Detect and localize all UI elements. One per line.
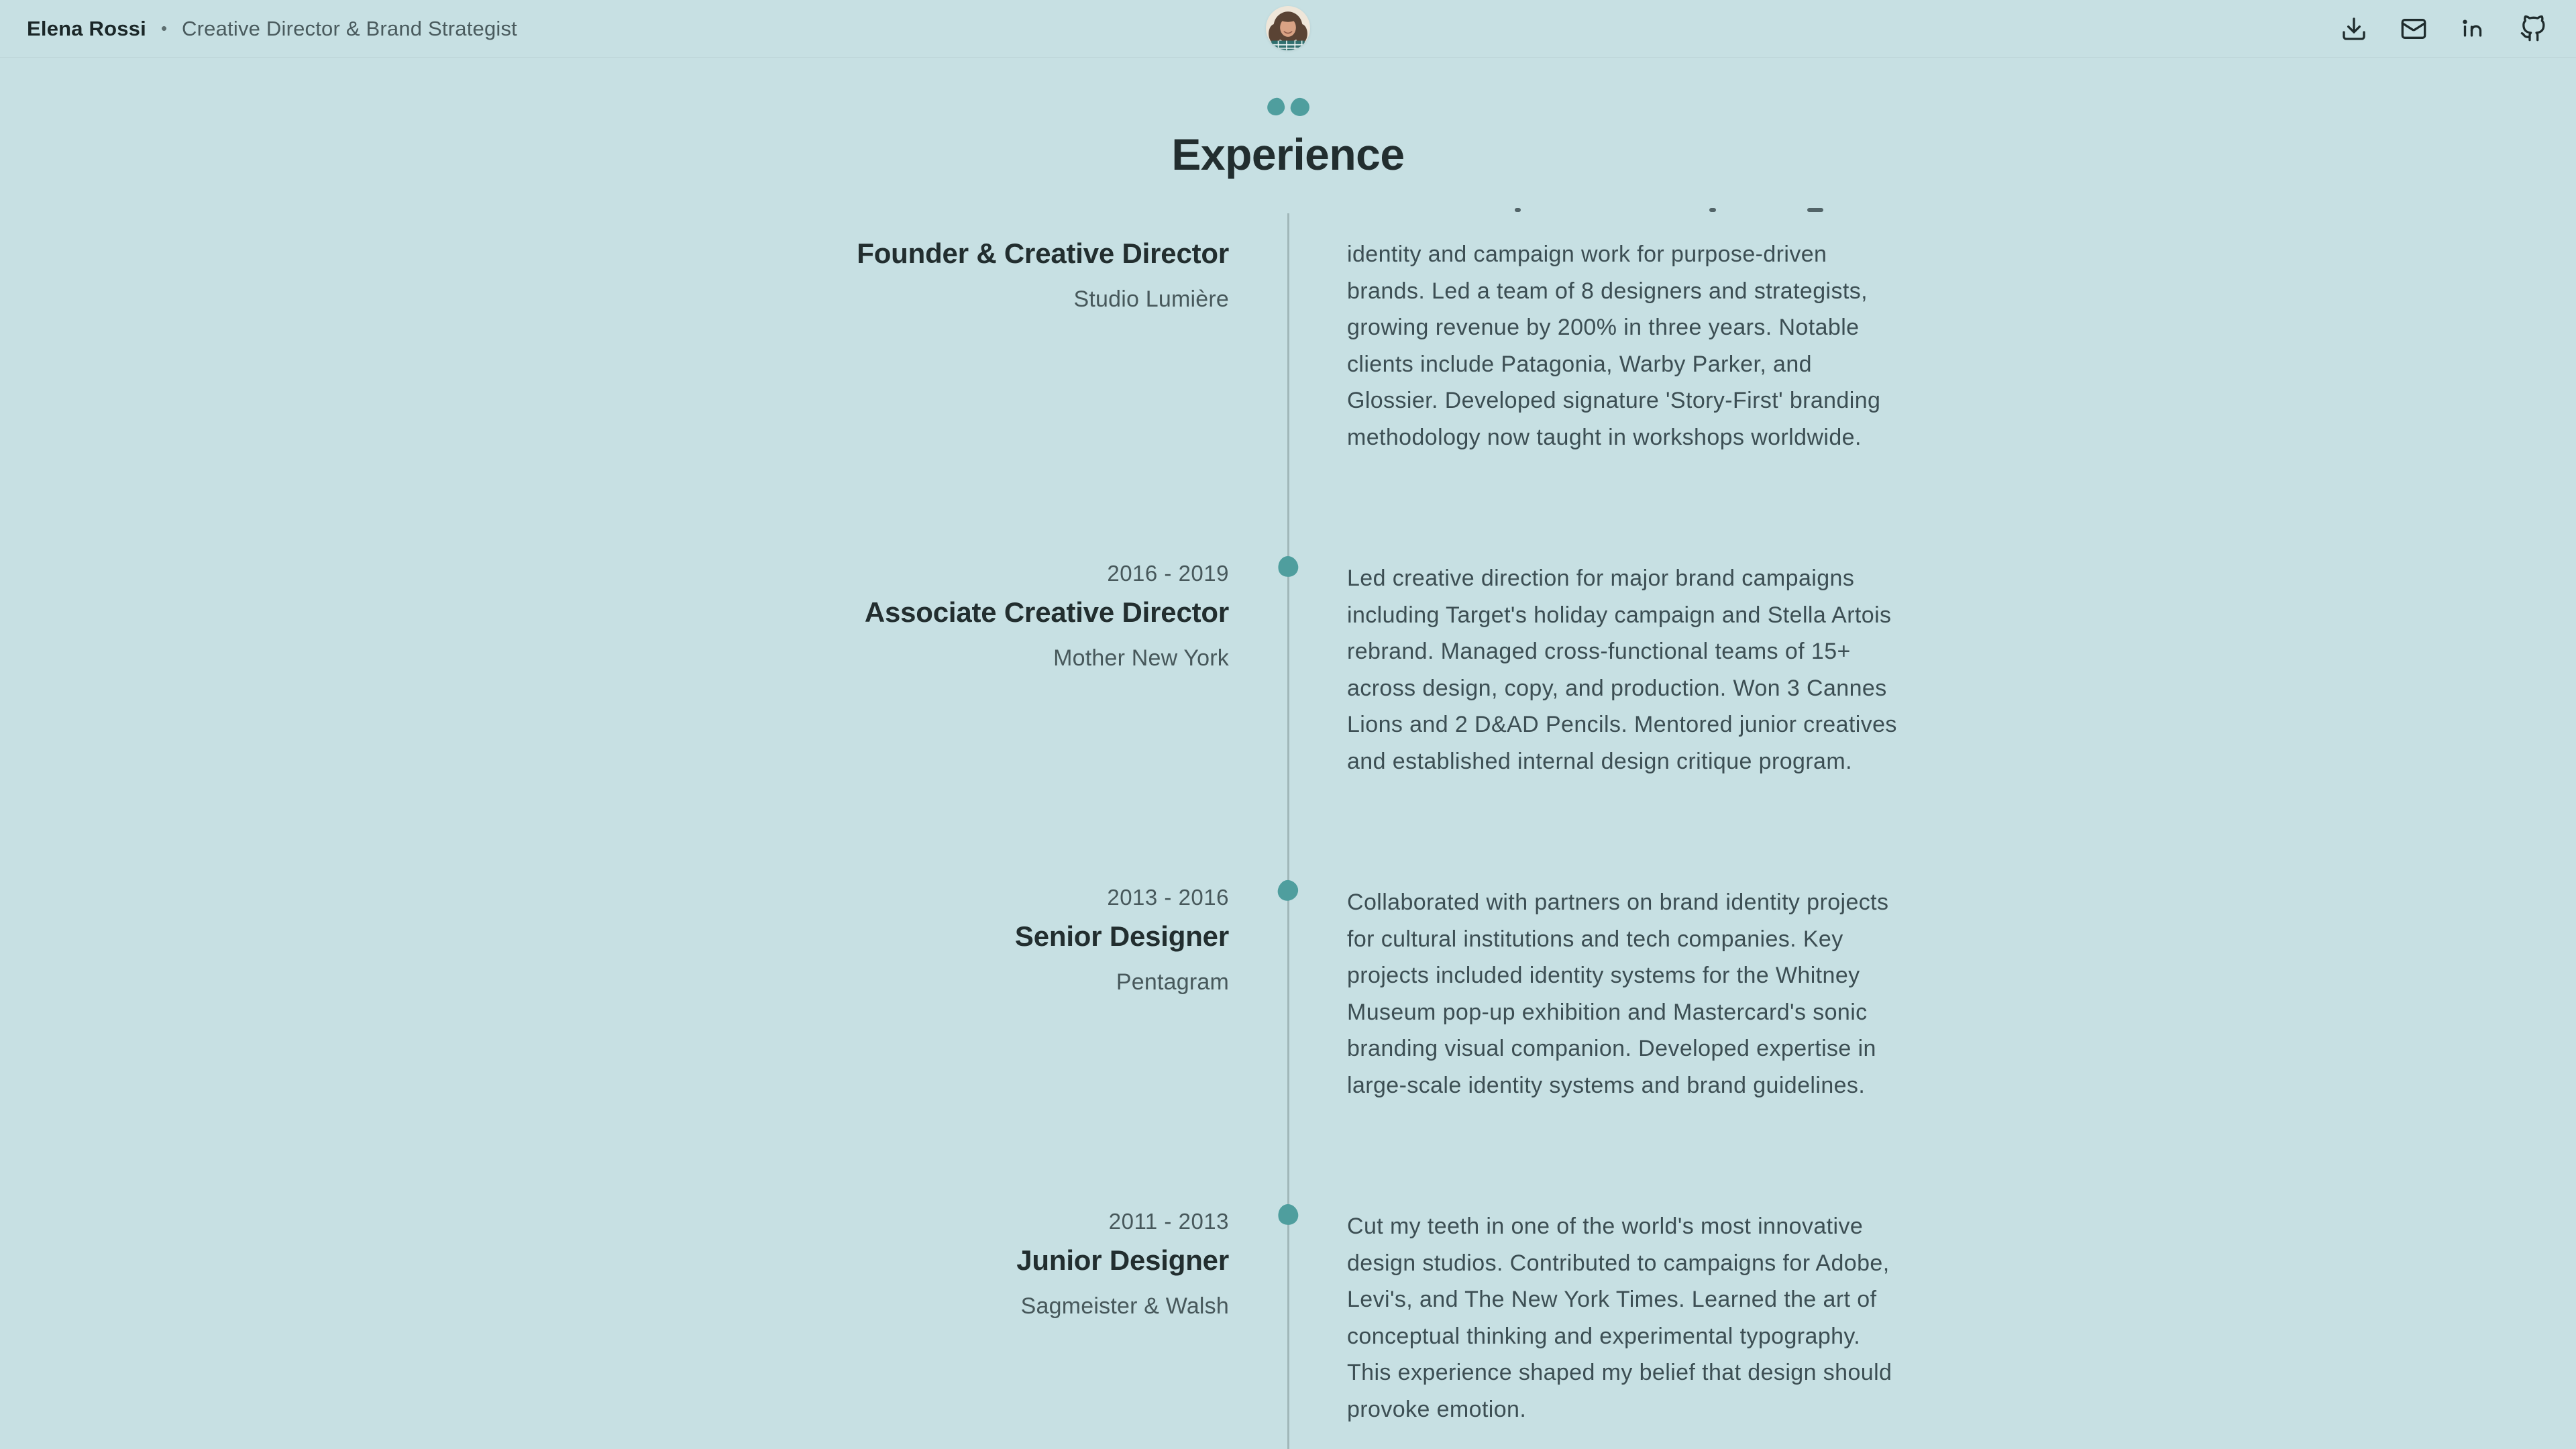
- avatar-illustration: [1266, 6, 1310, 50]
- timeline-dot: [1276, 1202, 1301, 1227]
- company-name: Sagmeister & Walsh: [1020, 1293, 1229, 1319]
- linkedin-icon[interactable]: [2460, 15, 2487, 42]
- mail-icon[interactable]: [2400, 15, 2427, 42]
- job-description: Collaborated with partners on brand identity projects for cultural institutions and tech companies. Key projects included identity systems for the Whitney Museum pop-up exhibition and Mastercard's sonic branding visual companion. Developed expertise in large-scale identity systems and brand guidelines.: [1347, 890, 1889, 1098]
- entry-meta: [813, 560, 1229, 780]
- timeline-dot: [1276, 554, 1301, 579]
- header-separator-dot: •: [160, 18, 168, 38]
- section-indicator-dots: [0, 98, 2576, 116]
- download-icon[interactable]: [2341, 15, 2367, 42]
- job-description: identity and campaign work for purpose-driven brands. Led a team of 8 designers and strategists, growing revenue by 200% in three years. Notable clients include Patagonia, Warby Parker, and Glossier. Developed signature 'Story-First' branding methodology now taught in workshops worldwide.: [1347, 241, 1881, 450]
- header-identity: [27, 17, 517, 41]
- site-owner-name: Elena Rossi: [27, 16, 146, 40]
- github-icon[interactable]: [2520, 15, 2546, 42]
- job-description: Led creative direction for major brand campaigns including Target's holiday campaign and Stella Artois rebrand. Managed cross-functional teams of 15+ across design, copy, and production. Won 3 Cannes Lions and 2 D&AD Pencils. Mentored junior creatives and established internal design critique program.: [1347, 566, 1897, 774]
- job-title: Junior Designer: [1016, 1244, 1229, 1276]
- job-title: Founder & Creative Director: [857, 237, 1229, 269]
- experience-entry-4: [813, 1208, 1900, 1428]
- job-period: 2011 - 2013: [1108, 1209, 1229, 1234]
- job-title: Senior Designer: [1014, 920, 1229, 952]
- avatar[interactable]: [1266, 6, 1310, 50]
- accent-dot: [1289, 97, 1310, 117]
- site-header: [0, 0, 2576, 58]
- experience-entry-1: [813, 236, 1900, 455]
- accent-dot: [1266, 97, 1285, 116]
- entry-body: [1347, 884, 1897, 1104]
- timeline-dot: [1276, 878, 1300, 903]
- company-name: Pentagram: [1116, 969, 1229, 995]
- site-owner-role: Creative Director & Brand Strategist: [182, 16, 517, 40]
- job-title: Associate Creative Director: [864, 596, 1229, 628]
- header-actions: [2341, 15, 2549, 42]
- entry-meta: [813, 1208, 1229, 1428]
- experience-entry-3: [813, 884, 1900, 1104]
- job-period: 2016 - 2019: [1107, 561, 1229, 586]
- job-description: Cut my teeth in one of the world's most innovative design studios. Contributed to campaigns for Adobe, Levi's, and The New York Times. Learned the art of conceptual thinking and experimental typography. This experience shaped my belief that design should provoke emotion.: [1347, 1214, 1892, 1422]
- entry-body: [1347, 560, 1897, 780]
- company-name: Studio Lumière: [1073, 286, 1229, 312]
- page-title: Experience: [1171, 129, 1405, 179]
- company-name: Mother New York: [1053, 645, 1229, 671]
- entry-meta: [813, 884, 1229, 1104]
- entry-body: [1347, 1208, 1897, 1428]
- entry-meta: [813, 236, 1229, 455]
- experience-timeline: [813, 205, 1900, 1449]
- job-period: 2013 - 2016: [1107, 885, 1229, 910]
- experience-entry-2: [813, 560, 1900, 780]
- clipped-text-fragment: [1347, 207, 1897, 213]
- entry-body: [1347, 236, 1897, 455]
